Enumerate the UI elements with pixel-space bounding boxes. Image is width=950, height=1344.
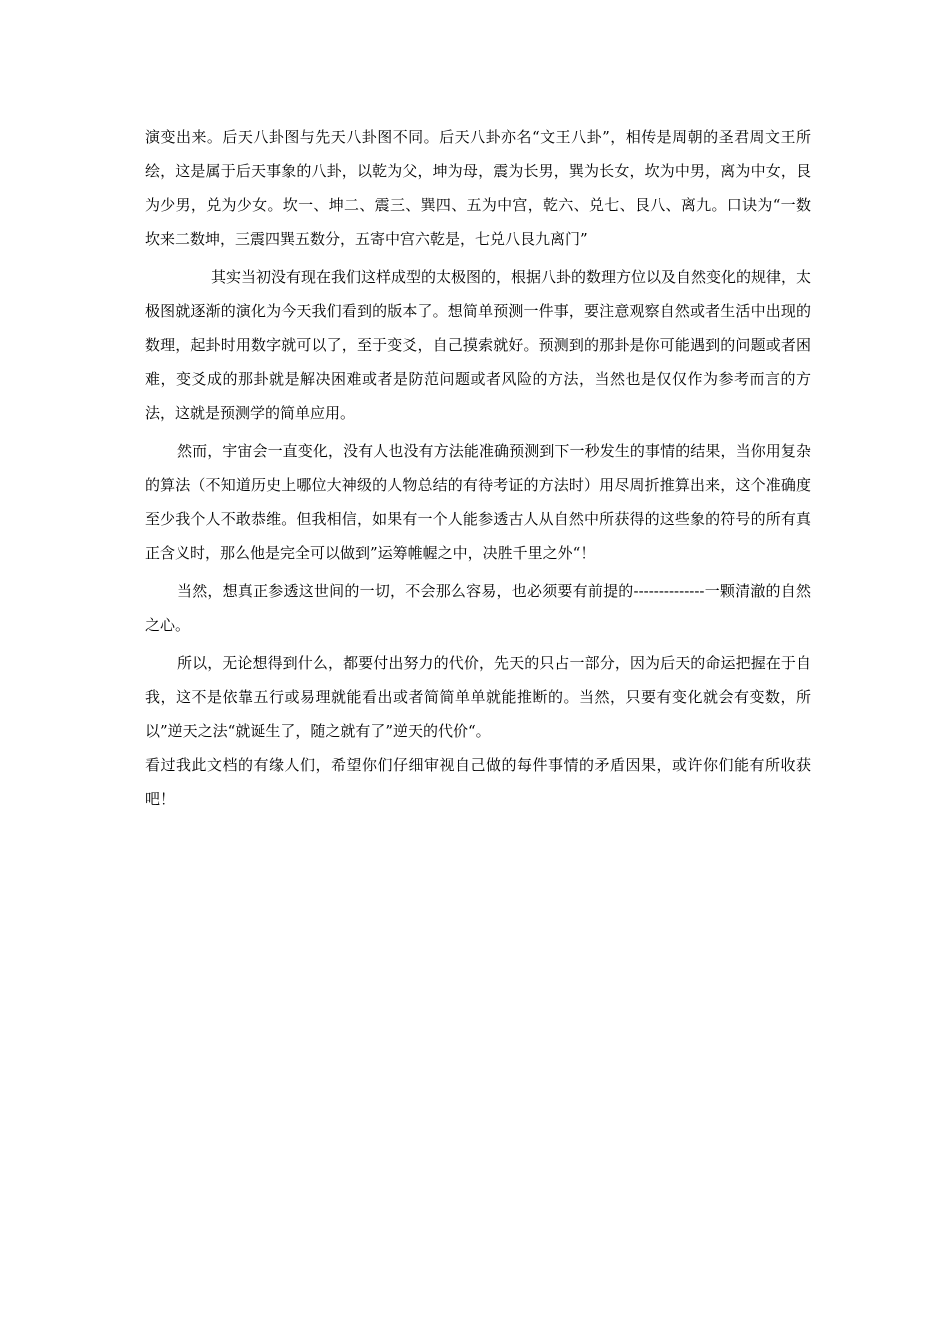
paragraph-taiji-evolution: 其实当初没有现在我们这样成型的太极图的，根据八卦的数理方位以及自然变化的规律，太极图就逐渐的演化为今天我们看到的版本了。想简单预测一件事，要注意观察自然或者生活中出现的数理，起卦时用数字就可以了，至于变爻，自己摸索就好。预测到的那卦是你可能遇到的问题或者困难，变爻成的那卦就是解决困难或者是防范问题或者风险的方法，当然也是仅仅作为参考而言的方法，这就是预测学的简单应用。 <box>145 268 812 422</box>
paragraph-bagua-intro: 演变出来。后天八卦图与先天八卦图不同。后天八卦亦名“文王八卦”，相传是周朝的圣君周文王所绘，这是属于后天事象的八卦，以乾为父，坤为母，震为长男，巽为长女，坎为中男，离为中女，艮为少男，兑为少女。坎一、坤二、震三、巽四、五为中宫，乾六、兑七、艮八、离九。口诀为“一数坎来二数坤，三震四巽五数分，五寄中宫六乾是，七兑八艮九离门” <box>145 128 811 248</box>
document-body <box>145 120 811 816</box>
paragraph-pure-heart: 当然，想真正参透这世间的一切，不会那么容易，也必须要有前提的--------------一颗清澈的自然之心。 <box>145 582 811 634</box>
paragraph-universe-change: 然而，宇宙会一直变化，没有人也没有方法能准确预测到下一秒发生的事情的结果，当你用复杂的算法（不知道历史上哪位大神级的人物总结的有待考证的方法时）用尽周折推算出来，这个准确度至少我个人不敢恭维。但我相信，如果有一个人能参透古人从自然中所获得的这些象的符号的所有真正含义时，那么他是完全可以做到”运筹帷幄之中，决胜千里之外“！ <box>145 442 811 562</box>
paragraph-effort-price: 所以，无论想得到什么，都要付出努力的代价，先天的只占一部分，因为后天的命运把握在于自我，这不是依靠五行或易理就能看出或者简简单单就能推断的。当然，只要有变化就会有变数，所以”逆天之法“就诞生了，随之就有了”逆天的代价“。 <box>145 654 811 740</box>
paragraph-closing: 看过我此文档的有缘人们，希望你们仔细审视自己做的每件事情的矛盾因果，或许你们能有所收获吧！ <box>145 756 811 808</box>
